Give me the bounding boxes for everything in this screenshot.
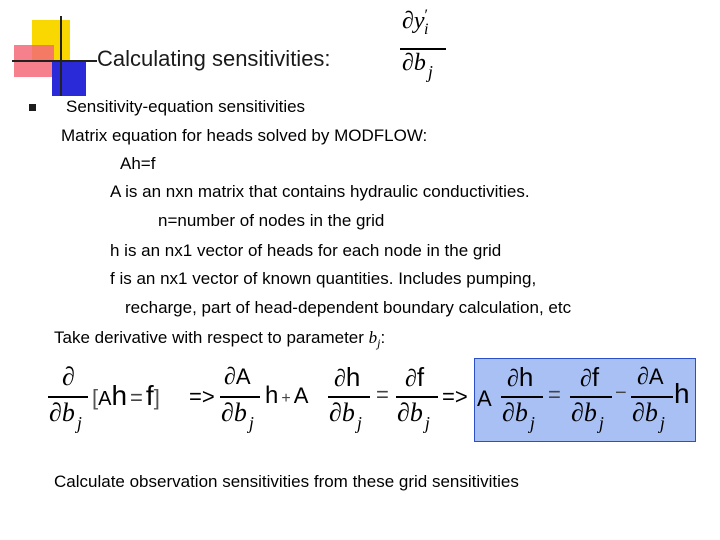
- body-line: h is an nx1 vector of heads for each node in the grid: [110, 241, 502, 260]
- df-numerator: ∂f: [405, 362, 425, 392]
- body-line: Matrix equation for heads solved by MODFLOW:: [61, 126, 428, 145]
- derivative-equation: [0, 360, 720, 440]
- partial-symbol: ∂: [402, 8, 414, 34]
- derivative-instruction: Take derivative with respect to parameter $b_j$:: [54, 328, 386, 350]
- vertical-rule: [60, 16, 62, 96]
- body-line: A is an nxn matrix that contains hydraulic conductivities.: [110, 182, 530, 201]
- result-dh-numerator: ∂h: [507, 362, 534, 392]
- equals-sign: =: [376, 382, 389, 407]
- dbj-denominator: ∂b $_j$: [632, 398, 665, 433]
- implies-arrow: =>: [189, 384, 215, 409]
- operator-numerator: ∂: [62, 362, 75, 391]
- dA-numerator: ∂A: [224, 364, 251, 390]
- result-A: A: [477, 386, 492, 411]
- dbj-denominator: ∂b $_j$: [502, 398, 535, 433]
- result-dA-numerator: ∂A: [637, 364, 664, 390]
- horizontal-rule: [12, 60, 97, 62]
- equals-sign: =: [548, 382, 561, 407]
- slide-title: Calculating sensitivities:: [97, 46, 331, 71]
- result-h: h: [674, 378, 690, 409]
- operator-denominator: ∂b $_j$: [49, 398, 82, 433]
- bullet-heading: Sensitivity-equation sensitivities: [66, 97, 306, 116]
- corner-decoration: [0, 0, 100, 100]
- bracket-expression: [Ah = f]: [92, 380, 160, 411]
- body-line: recharge, part of head-dependent boundary calculation, etc: [125, 298, 572, 317]
- body-line: f is an nx1 vector of known quantities. Includes pumping,: [110, 269, 537, 288]
- bullet-square-icon: [29, 104, 36, 111]
- title-formula: $\partial y'_i$ ∂b $_j$: [400, 8, 446, 84]
- dbj-denominator: ∂b $_j$: [571, 398, 604, 433]
- dbj-denominator: ∂b $_j$: [221, 398, 254, 433]
- body-line: n=number of nodes in the grid: [158, 211, 385, 230]
- equation-line: Ah=f: [120, 154, 156, 173]
- h-plus-A: h + A: [265, 382, 309, 409]
- dbj-denominator: ∂b $_j$: [397, 398, 430, 433]
- footer-note: Calculate observation sensitivities from these grid sensitivities: [54, 472, 519, 491]
- blue-square: [52, 60, 86, 96]
- minus-sign: −: [615, 382, 627, 404]
- implies-arrow: =>: [442, 384, 468, 409]
- dh-numerator: ∂h: [334, 362, 361, 392]
- dbj-denominator: ∂b $_j$: [329, 398, 362, 433]
- result-df-numerator: ∂f: [580, 362, 600, 392]
